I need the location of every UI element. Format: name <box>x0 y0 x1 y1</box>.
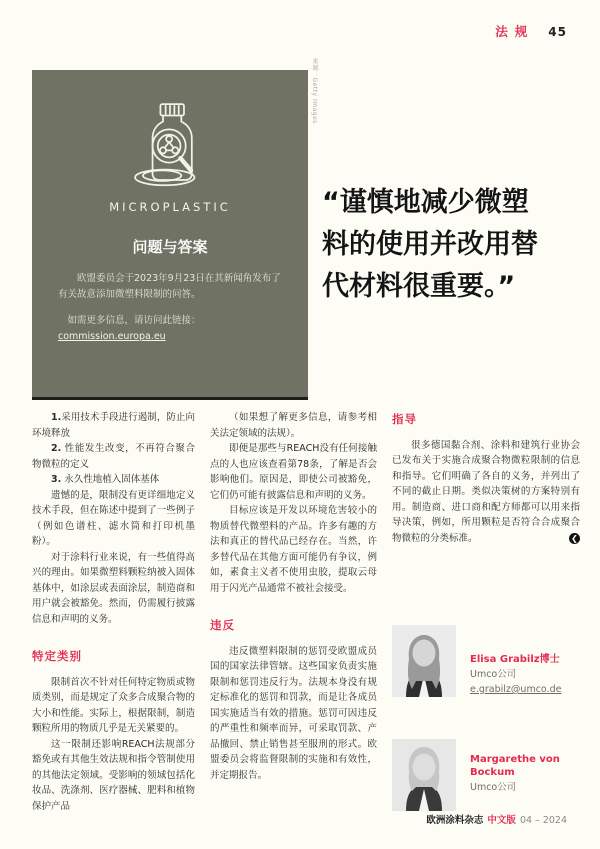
paragraph: 遗憾的是，限制没有更详细地定义技术手段，但在陈述中提到了一些例子（例如色谱柱、滤水筒和打印机墨粉）。 <box>32 489 195 547</box>
numbered-item <box>32 441 195 472</box>
author-org: Umco公司 <box>470 669 517 680</box>
magazine-title: 欧洲涂料杂志 <box>426 815 484 826</box>
author-name: Margarethe von Bockum <box>470 754 560 778</box>
magazine-footer <box>426 812 567 826</box>
item-number: 1. <box>51 412 62 423</box>
author-photo <box>392 739 456 811</box>
author-meta <box>470 739 582 811</box>
paragraph: 对于涂料行业来说，有一些值得高兴的理由。如果微塑料颗粒纳被入固体基体中，如涂层或表面涂层，制造商和用户就会被豁免。然而，仍需履行披露信息和声明的义务。 <box>32 551 195 625</box>
body-column-2 <box>210 410 377 783</box>
section-label: 法规 <box>495 24 535 39</box>
paragraph: 违反微塑料限制的惩罚受欧盟成员国的国家法律管辖。这些国家负责实施限制和惩罚违反行为。法规本身没有规定标准化的惩罚和罚款，而是让各成员国实施适当有效的措施。惩罚可因违反的严重性和频率而异，可采取罚款、产品撤回、禁止销售甚至服刑的形式。欧盟委员会将监督限制的实施和有效性，并定期报告。 <box>210 645 377 781</box>
link-prefix-text: 如需更多信息，请访问此链接： <box>67 315 201 326</box>
pull-quote: “谨慎地减少微塑料的使用并改用替代材料很重要。” <box>322 187 538 302</box>
author-email-link[interactable]: e.grabilz@umco.de <box>470 684 562 695</box>
page-number: 45 <box>548 25 567 39</box>
magazine-edition: 中文版 <box>487 815 516 826</box>
item-text: 永久性地植入固体基体 <box>61 474 160 485</box>
paragraph: 限制首次不针对任何特定物质或物质类别，而是规定了众多合成聚合物的大小和性能。实际上，根据限制，制造颗粒所用的物质几乎是无关紧要的。 <box>32 676 195 734</box>
magazine-issue: 04 – 2024 <box>519 815 567 826</box>
qa-box-link-line <box>58 313 282 345</box>
heading-violations: 违反 <box>210 618 235 632</box>
microplastic-bottle-magnifier-icon <box>122 96 218 196</box>
author-card <box>392 739 582 811</box>
item-number: 3. <box>51 474 62 485</box>
paragraph-text: 很多德国黏合剂、涂料和建筑行业协会已发布关于实施合成聚合物微粒限制的信息和指导。它们明确了各自的义务，并列出了不同的截止日期。类似决策树的方案特别有用。制造商、进口商和配方师都可以用来指导决策，例如，所用颗粒是否符合合成聚合物微粒的分类标准。 <box>392 439 580 544</box>
qa-box-title: 问题与答案 <box>132 238 208 256</box>
paragraph: （如果想了解更多信息，请参考相关法定领域的法规）。 <box>210 412 377 439</box>
author-photo <box>392 625 456 697</box>
page-header <box>495 22 567 40</box>
qa-info-box <box>32 70 308 400</box>
author-org: Umco公司 <box>470 782 517 793</box>
heading-guidance: 指导 <box>392 412 417 426</box>
paragraph <box>392 438 580 547</box>
author-card <box>392 625 582 697</box>
body-column-1 <box>32 410 195 814</box>
commission-europa-link[interactable]: commission.europa.eu <box>58 331 166 342</box>
microplastic-label: MICROPLASTIC <box>109 200 231 214</box>
photo-credit: 来源：Getty Images <box>311 58 318 124</box>
heading-specific-categories: 特定类别 <box>32 649 82 663</box>
article-end-icon: ❮ <box>569 533 580 544</box>
item-number: 2. <box>51 443 62 454</box>
author-meta <box>470 625 561 697</box>
body-column-3 <box>392 410 580 546</box>
paragraph: 目标应该是开发以环境危害较小的物质替代微塑料的产品。许多有趣的方法和真正的替代品已经存在。当然，许多替代品在其他方面可能仍有争议，例如，素食主义者不使用虫胶，提取云母用于闪光产品通常不被社会接受。 <box>210 505 377 594</box>
item-text: 性能发生改变，不再符合聚合物微粒的定义 <box>32 443 195 470</box>
author-name: Elisa Grabilz博士 <box>470 654 560 665</box>
item-text: 采用技术手段进行遏制，防止向环境释放 <box>32 412 195 439</box>
paragraph: 即便是那些与REACH没有任何接触点的人也应该查看第78条，了解是否会影响他们。原因是，即使公司被豁免，它们仍可能有披露信息和声明的义务。 <box>210 443 377 501</box>
qa-box-intro: 欧盟委员会于2023年9月23日在其新闻角发布了有关故意添加微塑料限制的问答。 <box>58 273 281 300</box>
paragraph: 这一限制还影响REACH法规部分豁免或有其他生效法规和指令管制使用的其他法定领域。受影响的领域包括化妆品、洗涤剂、医疗器械、肥料和植物保护产品 <box>32 738 195 812</box>
numbered-item <box>32 410 195 441</box>
numbered-item <box>32 472 195 488</box>
